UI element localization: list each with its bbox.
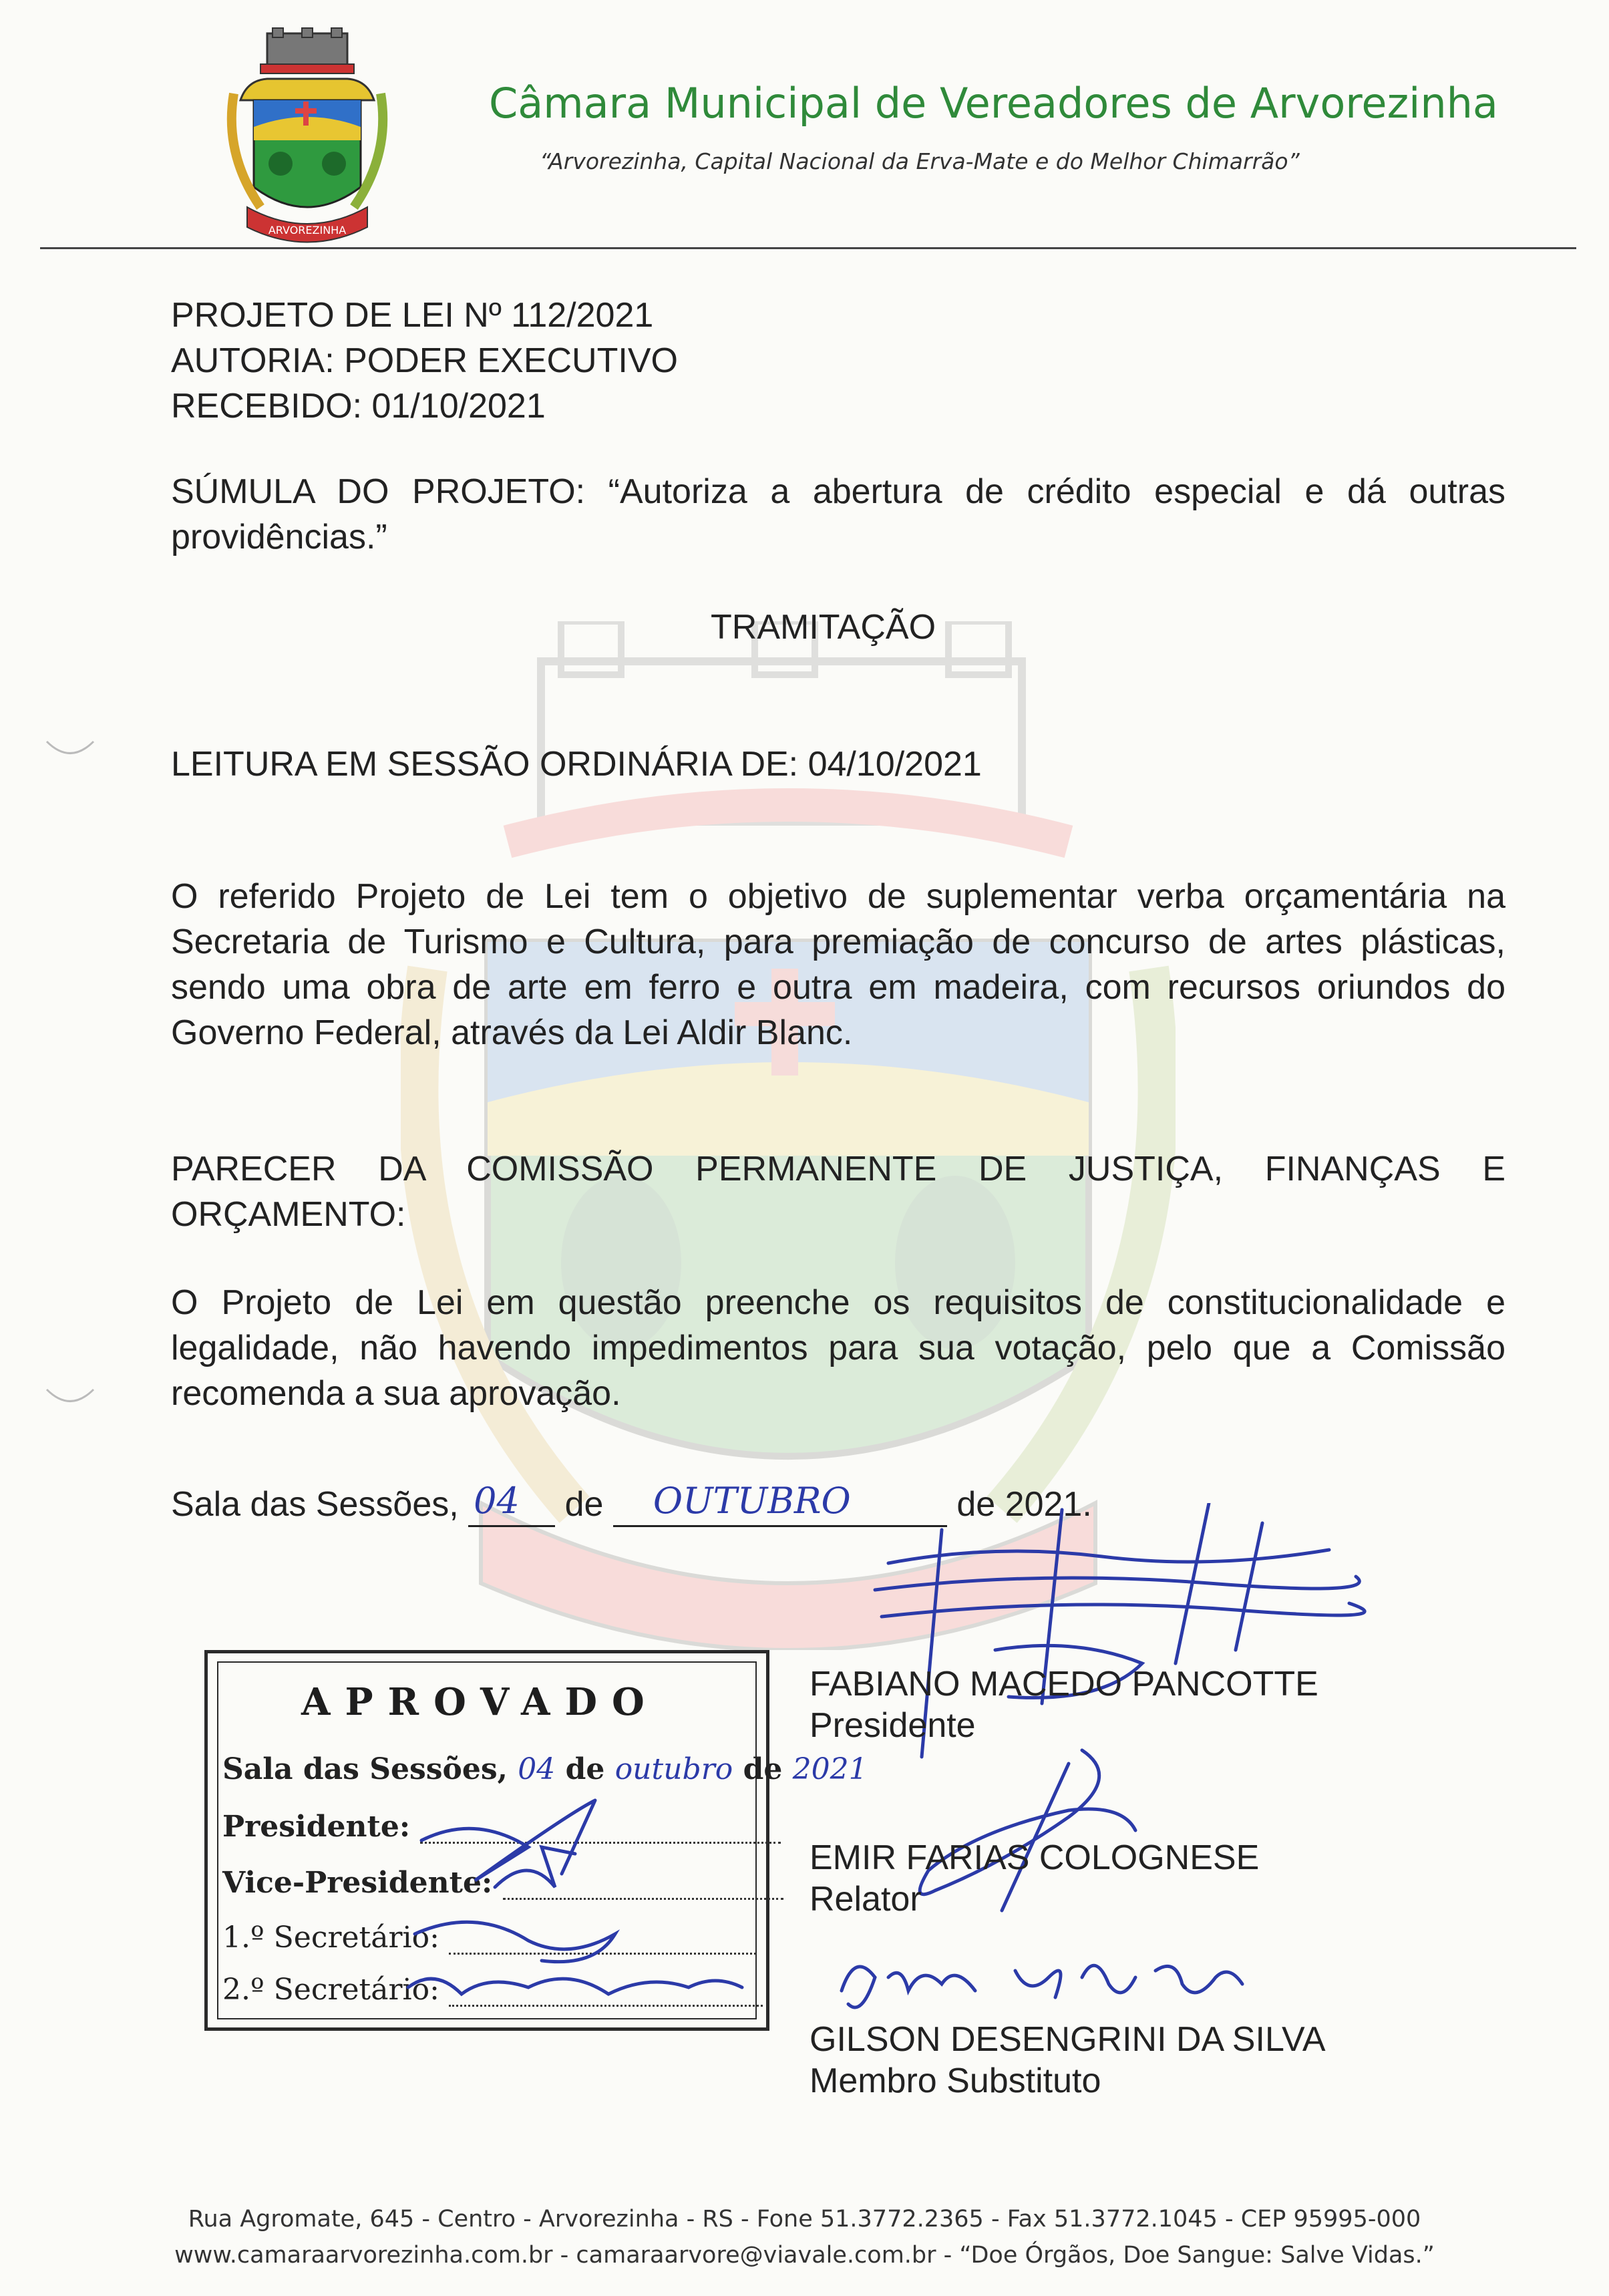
punch-hole-mark-top — [40, 728, 100, 768]
opinion-paragraph: O Projeto de Lei em questão preenche os requisitos de constitucionalidade e legalidade, não havendo impedimentos para sua votação, pelo que a Comissão recomenda a sua aprovação. — [171, 1283, 1505, 1413]
stamp-signatures — [395, 1774, 769, 2021]
project-summary: SÚMULA DO PROJETO: “Autoriza a abertura de crédito especial e dá outras providências.” — [171, 472, 1505, 556]
header-slogan: “Arvorezinha, Capital Nacional da Erva-Mate e do Melhor Chimarrão” — [540, 148, 1300, 174]
stamp-month: outubro — [614, 1752, 733, 1786]
reading-date: LEITURA EM SESSÃO ORDINÁRIA DE: 04/10/2021 — [171, 745, 982, 784]
session-de: de — [564, 1485, 604, 1524]
session-day-handwritten: 04 — [474, 1480, 520, 1522]
header-title: Câmara Municipal de Vereadores de Arvorezinha — [489, 79, 1498, 128]
session-prefix: Sala das Sessões, — [171, 1485, 459, 1524]
signatory-role: Membro Substituto — [810, 2062, 1101, 2100]
project-info-block — [171, 293, 678, 429]
session-day-blank — [468, 1480, 555, 1527]
stamp-president-label: Presidente: — [222, 1810, 411, 1844]
stamp-title: APROVADO — [301, 1680, 659, 1724]
project-received-date: RECEBIDO: 01/10/2021 — [171, 387, 546, 426]
stamp-year: 2021 — [792, 1752, 868, 1786]
member-signature — [828, 1937, 1256, 2031]
project-number: PROJETO DE LEI Nº 112/2021 — [171, 296, 654, 335]
footer-contacts: www.camaraarvorezinha.com.br - camaraarvore@viavale.com.br - “Doe Órgãos, Doe Sangue: Salve Vidas.” — [174, 2242, 1435, 2269]
section-title-tramitacao: TRAMITAÇÃO — [711, 608, 936, 647]
session-suffix: de 2021. — [956, 1485, 1092, 1524]
opinion-title: PARECER DA COMISSÃO PERMANENTE DE JUSTIÇA, FINANÇAS E ORÇAMENTO: — [171, 1150, 1505, 1234]
municipal-crest-logo — [220, 27, 394, 254]
objective-paragraph: O referido Projeto de Lei tem o objetivo de suplementar verba orçamentária na Secretaria de Turismo e Cultura, para premiação de concurso de artes plásticas, sendo uma obra de arte em ferro e outra em madeira, com recursos oriundos do Governo Federal, através da Lei Aldir Blanc. — [171, 877, 1505, 1052]
stamp-de-2: de — [743, 1752, 783, 1786]
stamp-de-1: de — [565, 1752, 605, 1786]
signatory-president — [810, 1663, 1318, 1746]
header-divider — [40, 247, 1576, 249]
signatory-name: GILSON DESENGRINI DA SILVA — [810, 2020, 1326, 2059]
stamp-vice-label: Vice-Presidente: — [222, 1866, 493, 1900]
stamp-sec2-label: 2.º Secretário: — [222, 1973, 439, 2007]
stamp-day: 04 — [518, 1752, 556, 1786]
footer-address: Rua Agromate, 645 - Centro - Arvorezinha - RS - Fone 51.3772.2365 - Fax 51.3772.1045 - CEP 95995-000 — [188, 2206, 1421, 2233]
signatory-name: FABIANO MACEDO PANCOTTE — [810, 1665, 1318, 1703]
signatory-name: EMIR FARIAS COLOGNESE — [810, 1838, 1260, 1877]
punch-hole-mark-bottom — [40, 1376, 100, 1416]
signatory-role: Presidente — [810, 1706, 976, 1745]
stamp-session-label: Sala das Sessões, — [222, 1752, 508, 1786]
project-authorship: AUTORIA: PODER EXECUTIVO — [171, 341, 678, 380]
signatory-member — [810, 2019, 1326, 2102]
crest-banner-text: ARVOREZINHA — [268, 224, 347, 236]
stamp-sec1-label: 1.º Secretário: — [222, 1921, 439, 1955]
signatory-relator — [810, 1837, 1259, 1920]
signatory-role: Relator — [810, 1880, 922, 1919]
session-month-handwritten: OUTUBRO — [653, 1480, 851, 1522]
